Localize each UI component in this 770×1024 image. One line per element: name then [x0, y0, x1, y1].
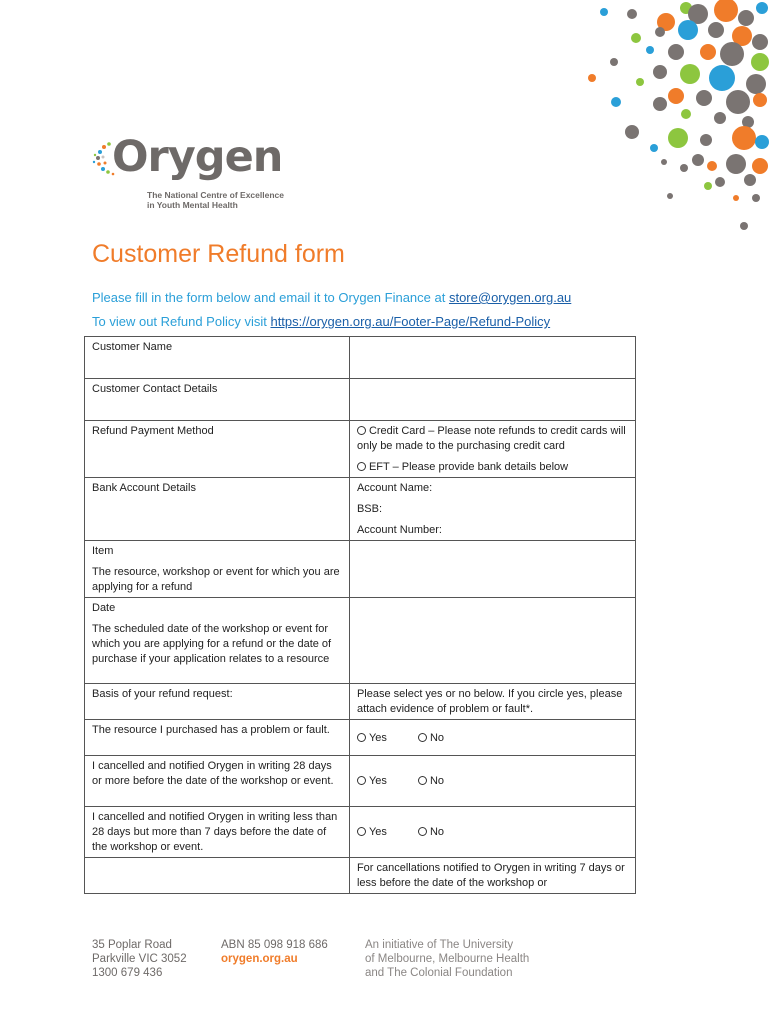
- logo-tagline: [147, 190, 284, 210]
- question-1-no[interactable]: [418, 731, 444, 746]
- decorative-dot: [661, 159, 667, 165]
- footer-address: [92, 938, 187, 980]
- decorative-dot: [653, 97, 667, 111]
- decorative-dot: [588, 74, 596, 82]
- question-2-text: I cancelled and notified Orygen in writing 28 days or more before the date of the workshop or event.: [85, 756, 350, 807]
- refund-form-table: [84, 336, 636, 894]
- footer-abn: [221, 938, 328, 966]
- date-heading: Date: [92, 602, 116, 614]
- decorative-dot: [627, 9, 637, 19]
- decorative-dot: [740, 222, 748, 230]
- table-row: [85, 598, 636, 684]
- decorative-dot: [611, 97, 621, 107]
- abn-number: ABN 85 098 918 686: [221, 939, 328, 951]
- decorative-dot: [657, 13, 675, 31]
- late-cancellation-note: For cancellations notified to Orygen in writing 7 days or less before the date of the workshop or: [349, 858, 635, 894]
- item-description: The resource, workshop or event for which you are applying for a refund: [92, 566, 340, 593]
- decorative-dot: [668, 88, 684, 104]
- credit-card-label: Credit Card – Please note refunds to credit cards will only be made to the purchasing credit card: [356, 425, 626, 452]
- question-3-no[interactable]: [418, 825, 444, 840]
- phone-number: 1300 679 436: [92, 967, 163, 979]
- decorative-dot: [667, 193, 673, 199]
- decorative-dot: [742, 116, 754, 128]
- customer-contact-label: Customer Contact Details: [85, 379, 350, 421]
- radio-icon[interactable]: [357, 827, 366, 836]
- account-name-label: Account Name:: [356, 482, 433, 494]
- decorative-dot: [631, 33, 641, 43]
- no-label: No: [429, 731, 445, 744]
- payment-method-options: [349, 421, 635, 478]
- decorative-dot: [744, 174, 756, 186]
- payment-method-label: Refund Payment Method: [85, 421, 350, 478]
- tagline-line-2: in Youth Mental Health: [147, 200, 238, 210]
- radio-icon[interactable]: [418, 733, 427, 742]
- initiative-line-3: and The Colonial Foundation: [365, 967, 513, 979]
- customer-name-label: Customer Name: [85, 337, 350, 379]
- logo-wordmark: Orygen: [112, 132, 283, 182]
- decorative-dot: [668, 128, 688, 148]
- initiative-line-2: of Melbourne, Melbourne Health: [365, 953, 530, 965]
- decorative-dot: [655, 27, 665, 37]
- credit-card-radio-icon[interactable]: [357, 426, 366, 435]
- yes-label: Yes: [368, 775, 387, 787]
- decorative-dot: [726, 90, 750, 114]
- customer-name-field[interactable]: [349, 337, 635, 379]
- item-label: [85, 541, 350, 598]
- decorative-dot: [600, 8, 608, 16]
- table-row: [85, 421, 636, 478]
- refund-policy-link[interactable]: https://orygen.org.au/Footer-Page/Refund-Policy: [270, 314, 551, 329]
- decorative-dot: [625, 125, 639, 139]
- decorative-dot: [646, 46, 654, 54]
- decorative-dot: [707, 161, 717, 171]
- website-link[interactable]: orygen.org.au: [221, 953, 298, 965]
- page-title: Customer Refund form: [92, 240, 345, 268]
- question-2-options: [349, 756, 635, 807]
- customer-contact-field[interactable]: [349, 379, 635, 421]
- decorative-dot: [715, 177, 725, 187]
- table-row: [85, 379, 636, 421]
- decorative-dot: [700, 134, 712, 146]
- radio-icon[interactable]: [357, 733, 366, 742]
- table-row: [85, 541, 636, 598]
- decorative-dot: [704, 182, 712, 190]
- decorative-dot: [733, 195, 739, 201]
- yes-label: Yes: [368, 731, 387, 744]
- decorative-dot: [692, 154, 704, 166]
- tagline-line-1: The National Centre of Excellence: [147, 190, 284, 200]
- account-number-label: Account Number:: [356, 524, 442, 536]
- initiative-line-1: An initiative of The University: [365, 939, 514, 951]
- decorative-dot: [726, 154, 746, 174]
- eft-option[interactable]: [357, 460, 629, 475]
- intro-policy-text: To view out Refund Policy visit: [92, 314, 271, 329]
- intro-policy-line: [92, 314, 550, 329]
- question-3-yes[interactable]: [357, 825, 387, 840]
- radio-icon[interactable]: [357, 776, 366, 785]
- intro-email-text: Please fill in the form below and email it to Orygen Finance at: [92, 290, 449, 305]
- decorative-dot: [636, 78, 644, 86]
- decorative-dot: [680, 64, 700, 84]
- table-row: [85, 807, 636, 858]
- bank-details-fields[interactable]: [349, 478, 635, 541]
- decorative-dot: [732, 126, 756, 150]
- address-line-2: Parkville VIC 3052: [92, 953, 187, 965]
- decorative-dot: [732, 26, 752, 46]
- decorative-dot: [610, 58, 618, 66]
- decorative-dot: [700, 44, 716, 60]
- decorative-dot: [688, 4, 708, 24]
- decorative-dot: [746, 74, 766, 94]
- basis-instruction: Please select yes or no below. If you circle yes, please attach evidence of problem or fault*.: [349, 684, 635, 720]
- item-heading: Item: [92, 545, 114, 557]
- footer-initiative: [365, 938, 529, 980]
- last-row-blank: [85, 858, 350, 894]
- decorative-dot: [714, 112, 726, 124]
- decorative-dot: [753, 93, 767, 107]
- decorative-dot: [751, 53, 769, 71]
- decorative-dot: [681, 109, 691, 119]
- question-3-text: I cancelled and notified Orygen in writing less than 28 days but more than 7 days before the date of the workshop or event.: [85, 807, 350, 858]
- bank-details-label: Bank Account Details: [85, 478, 350, 541]
- bsb-label: BSB:: [356, 503, 383, 515]
- intro-email-line: [92, 290, 571, 305]
- decorative-dot: [752, 194, 760, 202]
- decorative-dot: [752, 158, 768, 174]
- email-link[interactable]: store@orygen.org.au: [448, 290, 572, 305]
- question-2-no[interactable]: [418, 774, 444, 789]
- table-row: [85, 684, 636, 720]
- decorative-dot: [696, 90, 712, 106]
- decorative-dot: [680, 2, 692, 14]
- decorative-dot: [708, 22, 724, 38]
- table-row: [85, 756, 636, 807]
- item-field[interactable]: [349, 541, 635, 598]
- address-line-1: 35 Poplar Road: [92, 939, 172, 951]
- question-2-yes[interactable]: [357, 774, 387, 789]
- decorative-dot: [714, 0, 738, 22]
- decorative-dot: [678, 20, 698, 40]
- orygen-logo: [92, 132, 292, 212]
- no-label: No: [429, 826, 445, 838]
- decorative-dot: [720, 42, 744, 66]
- basis-label: Basis of your refund request:: [85, 684, 350, 720]
- decorative-dot: [738, 10, 754, 26]
- question-1-text: The resource I purchased has a problem or fault.: [85, 720, 350, 756]
- no-label: No: [429, 775, 445, 787]
- decorative-dot: [653, 65, 667, 79]
- decorative-dot: [756, 2, 768, 14]
- date-field[interactable]: [349, 598, 635, 684]
- table-row: [85, 478, 636, 541]
- yes-label: Yes: [368, 826, 387, 838]
- decorative-dot: [709, 65, 735, 91]
- radio-icon[interactable]: [418, 776, 427, 785]
- eft-radio-icon[interactable]: [357, 462, 366, 471]
- question-3-options: [349, 807, 635, 858]
- credit-card-option[interactable]: [357, 424, 629, 454]
- decorative-dot: [650, 144, 658, 152]
- question-1-yes[interactable]: [357, 731, 387, 746]
- table-row: [85, 720, 636, 756]
- decorative-dot: [680, 164, 688, 172]
- question-1-options: [349, 720, 635, 756]
- decorative-dot: [668, 44, 684, 60]
- radio-icon[interactable]: [418, 827, 427, 836]
- decorative-dot: [755, 135, 769, 149]
- table-row: [85, 337, 636, 379]
- date-description: The scheduled date of the workshop or event for which you are applying for a refund or the date of purchase if your application relates to a resource: [92, 623, 332, 665]
- eft-label: EFT – Please provide bank details below: [368, 461, 569, 473]
- decorative-dot: [752, 34, 768, 50]
- table-row: [85, 858, 636, 894]
- date-label: [85, 598, 350, 684]
